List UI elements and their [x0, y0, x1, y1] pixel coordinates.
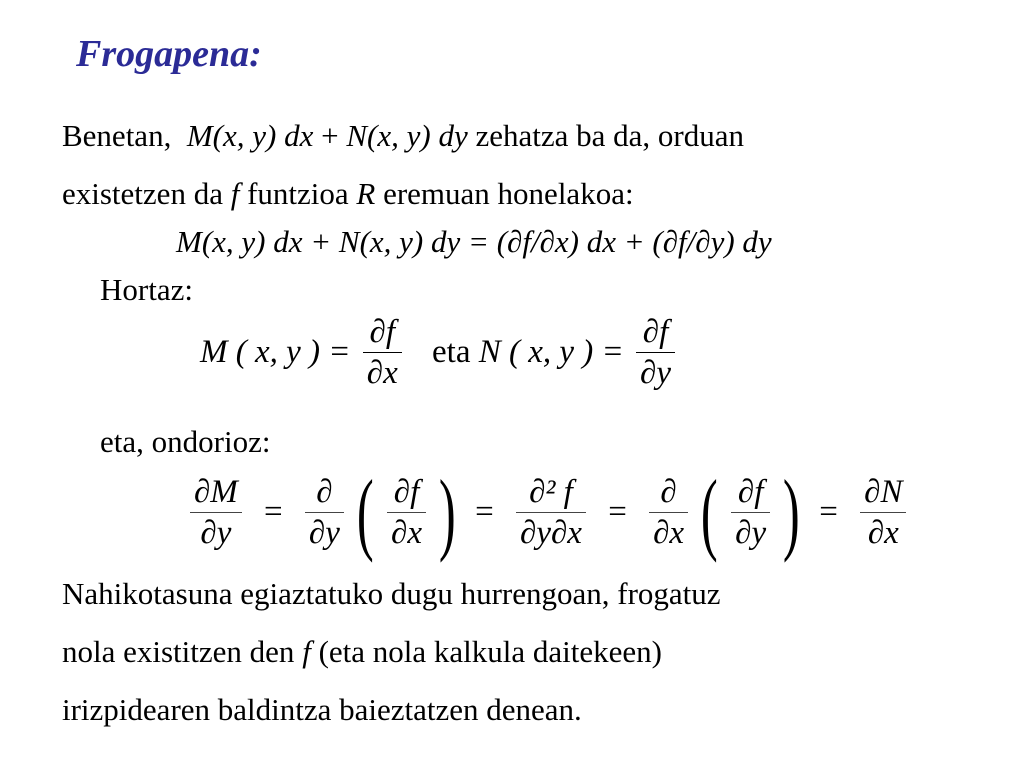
fraction-numerator: ∂N — [860, 472, 906, 513]
symbol-f: f — [230, 176, 240, 211]
fraction-numerator: ∂ — [649, 472, 688, 513]
ondorioz-label: eta, ondorioz: — [100, 424, 271, 459]
eta-word: eta — [432, 334, 471, 370]
equation-1-lhs: M(x, y) dx + N(x, y) dy — [176, 224, 461, 259]
equals-sign: = — [468, 224, 489, 259]
left-paren: ( — [701, 461, 719, 563]
text-mid: funtzioa — [247, 176, 349, 211]
paragraph-line-3: irizpidearen baldintza baieztatzen denean. — [62, 692, 582, 727]
text-line-1 — [62, 118, 744, 154]
fraction-numerator: ∂f — [731, 472, 770, 513]
text-pre: existetzen da — [62, 176, 223, 211]
text-rest: zehatza ba da, orduan — [475, 118, 744, 153]
equation-2 — [200, 312, 679, 393]
fraction-denominator: ∂x — [391, 514, 422, 551]
fraction-denominator: ∂x — [653, 514, 685, 551]
fraction-denominator: ∂x — [366, 355, 398, 391]
equals-sign: = — [608, 493, 627, 530]
right-paren: ) — [783, 461, 801, 563]
fraction-d-dy — [305, 472, 344, 553]
symbol-dy: dy — [438, 118, 468, 153]
fraction-numerator: ∂f — [636, 312, 675, 353]
args: (x, y) — [212, 118, 277, 153]
equals-sign: = — [264, 493, 283, 530]
equation-3 — [186, 461, 910, 563]
fraction-numerator: ∂f — [363, 312, 402, 353]
fraction-numerator: ∂² f — [516, 472, 586, 513]
plus-sign: + — [321, 118, 339, 153]
fraction-df-dy — [731, 472, 770, 553]
fraction-df-dx — [387, 472, 426, 553]
symbol-N: N — [346, 118, 368, 153]
slide-title: Frogapena: — [76, 33, 262, 75]
fraction-dN-dx — [860, 472, 906, 553]
symbol-dx: dx — [284, 118, 314, 153]
paragraph-line-2 — [62, 634, 662, 670]
symbol-R: R — [356, 176, 376, 211]
fraction-df-dx — [363, 312, 402, 393]
text-post: (eta nola kalkula daitekeen) — [318, 634, 662, 669]
fraction-df-dy — [636, 312, 675, 393]
fraction-numerator: ∂ — [305, 472, 344, 513]
intro-word: Benetan, — [62, 118, 172, 153]
args: (x, y) — [367, 118, 431, 153]
fraction-numerator: ∂M — [190, 472, 242, 513]
fraction-d2f-dydx — [516, 472, 586, 553]
paragraph-line-1: Nahikotasuna egiaztatuko dugu hurrengoan, frogatuz — [62, 576, 721, 611]
equals-sign: = — [475, 493, 494, 530]
fraction-denominator: ∂y — [308, 514, 340, 551]
text-pre: nola existitzen den — [62, 634, 295, 669]
fraction-dM-dy — [190, 472, 242, 553]
right-paren: ) — [439, 461, 456, 563]
fraction-denominator: ∂y∂x — [520, 514, 582, 551]
fraction-denominator: ∂y — [640, 355, 671, 391]
equation-1-rhs: (∂f/∂x) dx + (∂f/∂y) dy — [496, 224, 772, 259]
fraction-denominator: ∂y — [735, 514, 767, 551]
fraction-denominator: ∂x — [867, 514, 899, 551]
equation-2-N: N ( x, y ) = — [478, 334, 624, 370]
symbol-M: M — [186, 118, 213, 153]
hortaz-label: Hortaz: — [100, 272, 193, 307]
text-post: eremuan honelakoa: — [383, 176, 634, 211]
fraction-numerator: ∂f — [387, 472, 426, 513]
text-line-2 — [62, 176, 634, 212]
fraction-d-dx — [649, 472, 688, 553]
equation-1 — [176, 224, 772, 260]
left-paren: ( — [357, 461, 374, 563]
symbol-f: f — [302, 634, 311, 669]
fraction-denominator: ∂y — [200, 514, 232, 551]
equals-sign: = — [819, 493, 838, 530]
equation-2-M: M ( x, y ) = — [200, 334, 351, 370]
